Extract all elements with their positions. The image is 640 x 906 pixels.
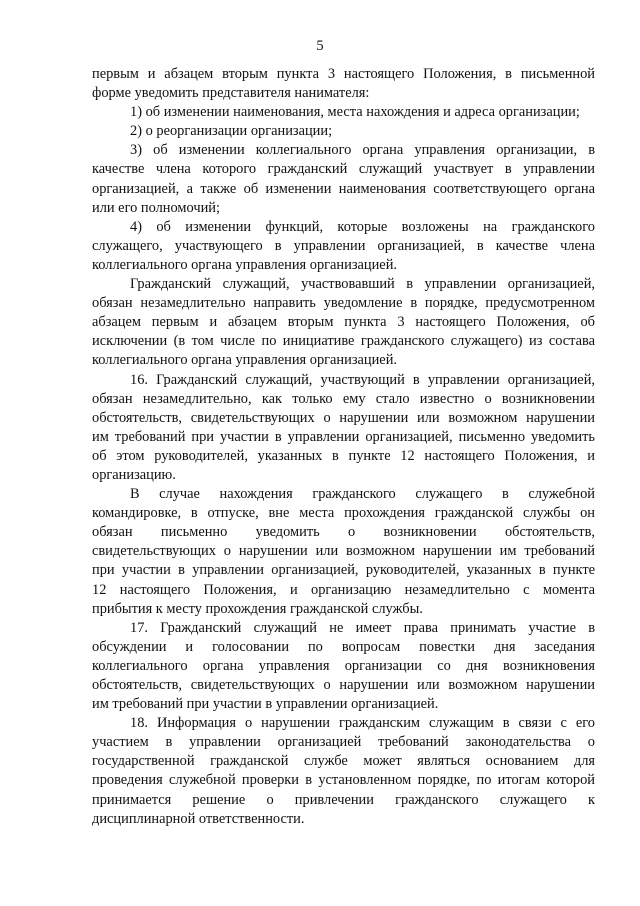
text-line: государственной гражданской службе может являться основанием для xyxy=(92,753,595,770)
text-line: свидетельствующих о нарушении или возможном нарушении им требований xyxy=(92,543,595,560)
text-line: командировке, в отпуске, вне места прохождения гражданской службы он xyxy=(92,505,595,522)
text-line: обязан незамедлительно направить уведомление в порядке, предусмотренном xyxy=(92,295,595,312)
text-line: обсуждении и голосовании по вопросам повестки дня заседания xyxy=(92,638,595,655)
text-line: качестве члена которого гражданский служащий участвует в управлении xyxy=(92,161,595,178)
text-line: обстоятельств, свидетельствующих о нарушении или возможном нарушении xyxy=(92,677,595,693)
text-line: В случае нахождения гражданского служащего в служебной xyxy=(130,486,595,503)
text-line: им требований при участии в управлении организацией, письменно уведомить xyxy=(92,428,595,445)
text-line: 16. Гражданский служащий, участвующий в управлении организацией, xyxy=(130,371,595,388)
text-line: организацией, а также об изменении наименования соответствующего органа xyxy=(92,180,595,197)
text-line: коллегиального органа управления организации со дня возникновения xyxy=(92,657,595,674)
text-line: форме уведомить представителя нанимателя: xyxy=(92,85,370,102)
text-line: участием в управлении организацией требований законодательства о xyxy=(92,734,595,751)
text-line: служащего, участвующего в управлении организацией, в качестве члена xyxy=(92,237,595,254)
text-line: об этом руководителей, указанных в пункте 12 настоящего Положения, и xyxy=(92,447,595,464)
text-line: 17. Гражданский служащий не имеет права принимать участие в xyxy=(130,619,595,636)
page-number: 5 xyxy=(316,38,324,54)
text-line: коллегиального органа управления организацией. xyxy=(92,352,397,369)
text-line: при участии в управлении организацией, руководителей, указанных в пункте xyxy=(92,562,595,579)
text-line: 1) об изменении наименования, места нахождения и адреса организации; xyxy=(130,104,580,121)
text-line: принимается решение о привлечении гражданского служащего к xyxy=(92,791,595,808)
text-line: исключении (в том числе по инициативе гражданского служащего) из состава xyxy=(92,333,595,350)
text-line: им требований при участии в управлении организацией. xyxy=(92,696,439,713)
text-line: обстоятельств, свидетельствующих о нарушении или возможном нарушении xyxy=(92,409,595,426)
text-line: проведения служебной проверки в установленном порядке, по итогам которой xyxy=(92,772,595,789)
text-line: 12 настоящего Положения, и организацию незамедлительно с момента xyxy=(92,581,595,598)
text-line: абзацем первым и абзацем вторым пункта 3 настоящего Положения, об xyxy=(92,314,595,331)
text-line: дисциплинарной ответственности. xyxy=(92,810,305,827)
text-line: прибытия к месту прохождения гражданской службы. xyxy=(92,600,423,617)
document-body xyxy=(92,65,595,829)
text-line: 2) о реорганизации организации; xyxy=(130,123,333,140)
text-line: 18. Информация о нарушении гражданским служащим в связи с его xyxy=(130,715,595,732)
text-line: или его полномочий; xyxy=(92,199,220,216)
text-line: обязан письменно уведомить о возникновении обстоятельств, xyxy=(92,524,595,541)
text-line: 3) об изменении коллегиального органа управления организации, в xyxy=(130,142,595,159)
text-line: 4) об изменении функций, которые возложены на гражданского xyxy=(130,218,595,235)
text-line: организацию. xyxy=(92,466,176,483)
text-line: Гражданский служащий, участвовавший в управлении организацией, xyxy=(130,276,595,293)
text-line: первым и абзацем вторым пункта 3 настоящего Положения, в письменной xyxy=(92,66,595,82)
text-line: коллегиального органа управления организацией. xyxy=(92,256,397,273)
text-line: обязан незамедлительно, как только ему стало известно о возникновении xyxy=(92,390,595,407)
